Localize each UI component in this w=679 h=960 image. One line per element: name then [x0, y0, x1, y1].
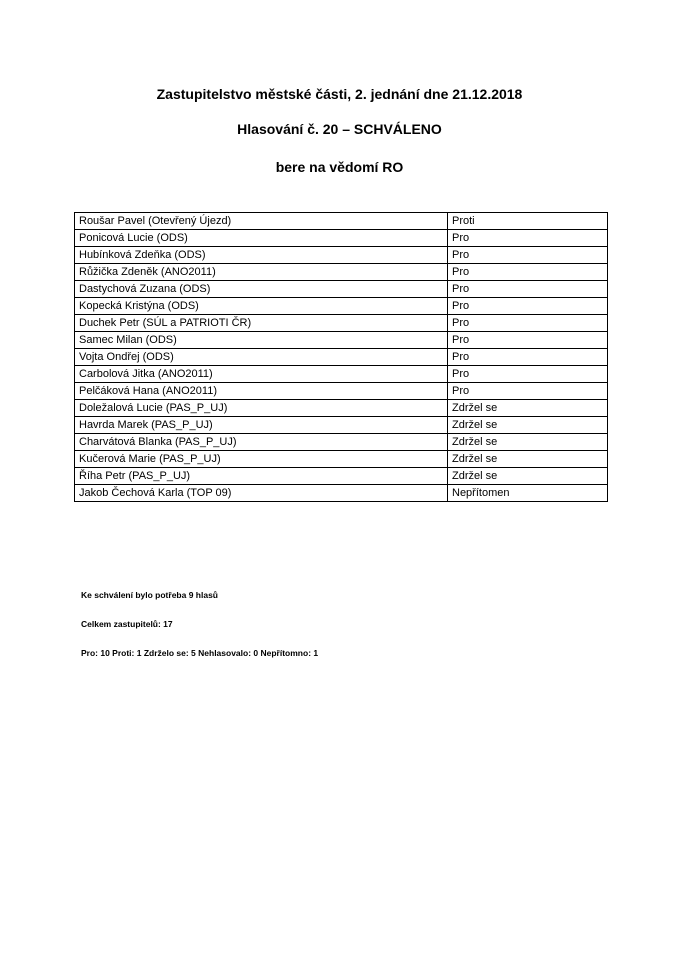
vote-counts-note: Pro: 10 Proti: 1 Zdrželo se: 5 Nehlasovalo: 0 Nepřítomno: 1 [81, 648, 319, 658]
member-name-cell: Carbolová Jitka (ANO2011) [75, 366, 448, 383]
table-row [75, 264, 608, 281]
member-vote-cell: Pro [448, 366, 608, 383]
table-row [75, 230, 608, 247]
member-name-cell: Charvátová Blanka (PAS_P_UJ) [75, 434, 448, 451]
table-row [75, 417, 608, 434]
member-vote-cell: Zdržel se [448, 434, 608, 451]
table-row [75, 247, 608, 264]
table-row [75, 349, 608, 366]
document-title: Zastupitelstvo městské části, 2. jednání dne 21.12.2018 [156, 86, 523, 102]
table-row [75, 315, 608, 332]
member-vote-cell: Pro [448, 332, 608, 349]
member-name-cell: Kučerová Marie (PAS_P_UJ) [75, 451, 448, 468]
votes-table-body [75, 213, 608, 502]
vote-title: Hlasování č. 20 – SCHVÁLENO [237, 121, 442, 137]
member-vote-cell: Pro [448, 315, 608, 332]
member-name-cell: Kopecká Kristýna (ODS) [75, 298, 448, 315]
votes-table [74, 212, 608, 502]
member-name-cell: Jakob Čechová Karla (TOP 09) [75, 485, 448, 502]
table-row [75, 485, 608, 502]
member-vote-cell: Pro [448, 298, 608, 315]
table-row [75, 281, 608, 298]
member-name-cell: Pelčáková Hana (ANO2011) [75, 383, 448, 400]
member-name-cell: Vojta Ondřej (ODS) [75, 349, 448, 366]
table-row [75, 383, 608, 400]
member-vote-cell: Pro [448, 383, 608, 400]
vote-subject: bere na vědomí RO [275, 159, 404, 175]
required-votes-note: Ke schválení bylo potřeba 9 hlasů [81, 590, 218, 600]
member-vote-cell: Pro [448, 349, 608, 366]
member-vote-cell: Pro [448, 281, 608, 298]
member-name-cell: Samec Milan (ODS) [75, 332, 448, 349]
table-row [75, 332, 608, 349]
member-name-cell: Říha Petr (PAS_P_UJ) [75, 468, 448, 485]
table-row [75, 366, 608, 383]
member-vote-cell: Zdržel se [448, 468, 608, 485]
member-name-cell: Hubínková Zdeňka (ODS) [75, 247, 448, 264]
member-name-cell: Doležalová Lucie (PAS_P_UJ) [75, 400, 448, 417]
member-vote-cell: Nepřítomen [448, 485, 608, 502]
member-name-cell: Dastychová Zuzana (ODS) [75, 281, 448, 298]
member-name-cell: Ponicová Lucie (ODS) [75, 230, 448, 247]
member-name-cell: Duchek Petr (SÚL a PATRIOTI ČR) [75, 315, 448, 332]
table-row [75, 400, 608, 417]
member-vote-cell: Pro [448, 230, 608, 247]
member-vote-cell: Pro [448, 247, 608, 264]
member-name-cell: Roušar Pavel (Otevřený Újezd) [75, 213, 448, 230]
table-row [75, 451, 608, 468]
member-vote-cell: Pro [448, 264, 608, 281]
table-row [75, 213, 608, 230]
total-members-note: Celkem zastupitelů: 17 [81, 619, 173, 629]
member-vote-cell: Zdržel se [448, 451, 608, 468]
member-vote-cell: Zdržel se [448, 417, 608, 434]
member-name-cell: Růžička Zdeněk (ANO2011) [75, 264, 448, 281]
member-name-cell: Havrda Marek (PAS_P_UJ) [75, 417, 448, 434]
table-row [75, 298, 608, 315]
table-row [75, 434, 608, 451]
table-row [75, 468, 608, 485]
member-vote-cell: Zdržel se [448, 400, 608, 417]
member-vote-cell: Proti [448, 213, 608, 230]
